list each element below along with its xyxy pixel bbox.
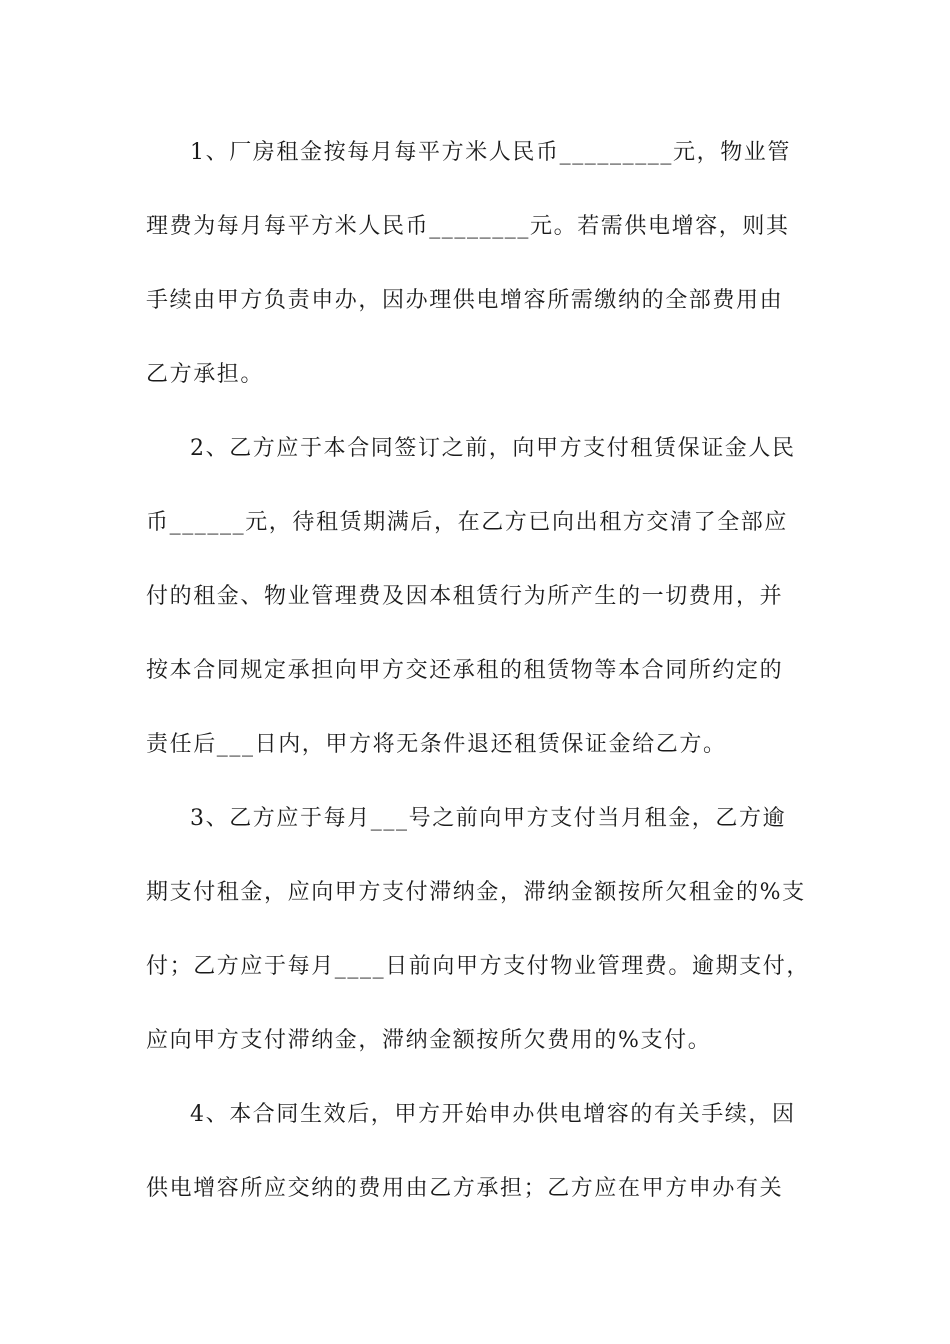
paragraph-line: 按本合同规定承担向甲方交还承租的租赁物等本合同所约定的: [146, 658, 784, 683]
paragraph-line: 4、本合同生效后，甲方开始申办供电增容的有关手续，因: [190, 1102, 796, 1127]
paragraph-4: [146, 1090, 810, 1238]
paragraph-line: 理费为每月每平方米人民币________元。若需供电增容，则其: [146, 214, 790, 239]
paragraph-line: 2、乙方应于本合同签订之前，向甲方支付租赁保证金人民: [190, 436, 796, 461]
paragraph-line: 供电增容所应交纳的费用由乙方承担；乙方应在甲方申办有关: [146, 1176, 784, 1201]
contract-body: [146, 128, 810, 1238]
paragraph-line: 期支付租金，应向甲方支付滞纳金，滞纳金额按所欠租金的%支: [146, 880, 806, 905]
paragraph-line: 币______元，待租赁期满后，在乙方已向出租方交清了全部应: [146, 510, 789, 535]
paragraph-2: [146, 424, 810, 794]
paragraph-line: 责任后___日内，甲方将无条件退还租赁保证金给乙方。: [146, 732, 727, 757]
paragraph-line: 手续由甲方负责申办，因办理供电增容所需缴纳的全部费用由: [146, 288, 784, 313]
paragraph-line: 应向甲方支付滞纳金，滞纳金额按所欠费用的%支付。: [146, 1028, 712, 1053]
paragraph-line: 1、厂房租金按每月每平方米人民币_________元，物业管: [190, 140, 791, 165]
paragraph-3: [146, 794, 810, 1090]
paragraph-line: 3、乙方应于每月___号之前向甲方支付当月租金，乙方逾: [190, 806, 787, 831]
paragraph-line: 付的租金、物业管理费及因本租赁行为所产生的一切费用，并: [146, 584, 784, 609]
paragraph-line: 乙方承担。: [146, 362, 265, 387]
paragraph-line: 付；乙方应于每月____日前向甲方支付物业管理费。逾期支付，: [146, 954, 811, 979]
paragraph-1: [146, 128, 810, 424]
